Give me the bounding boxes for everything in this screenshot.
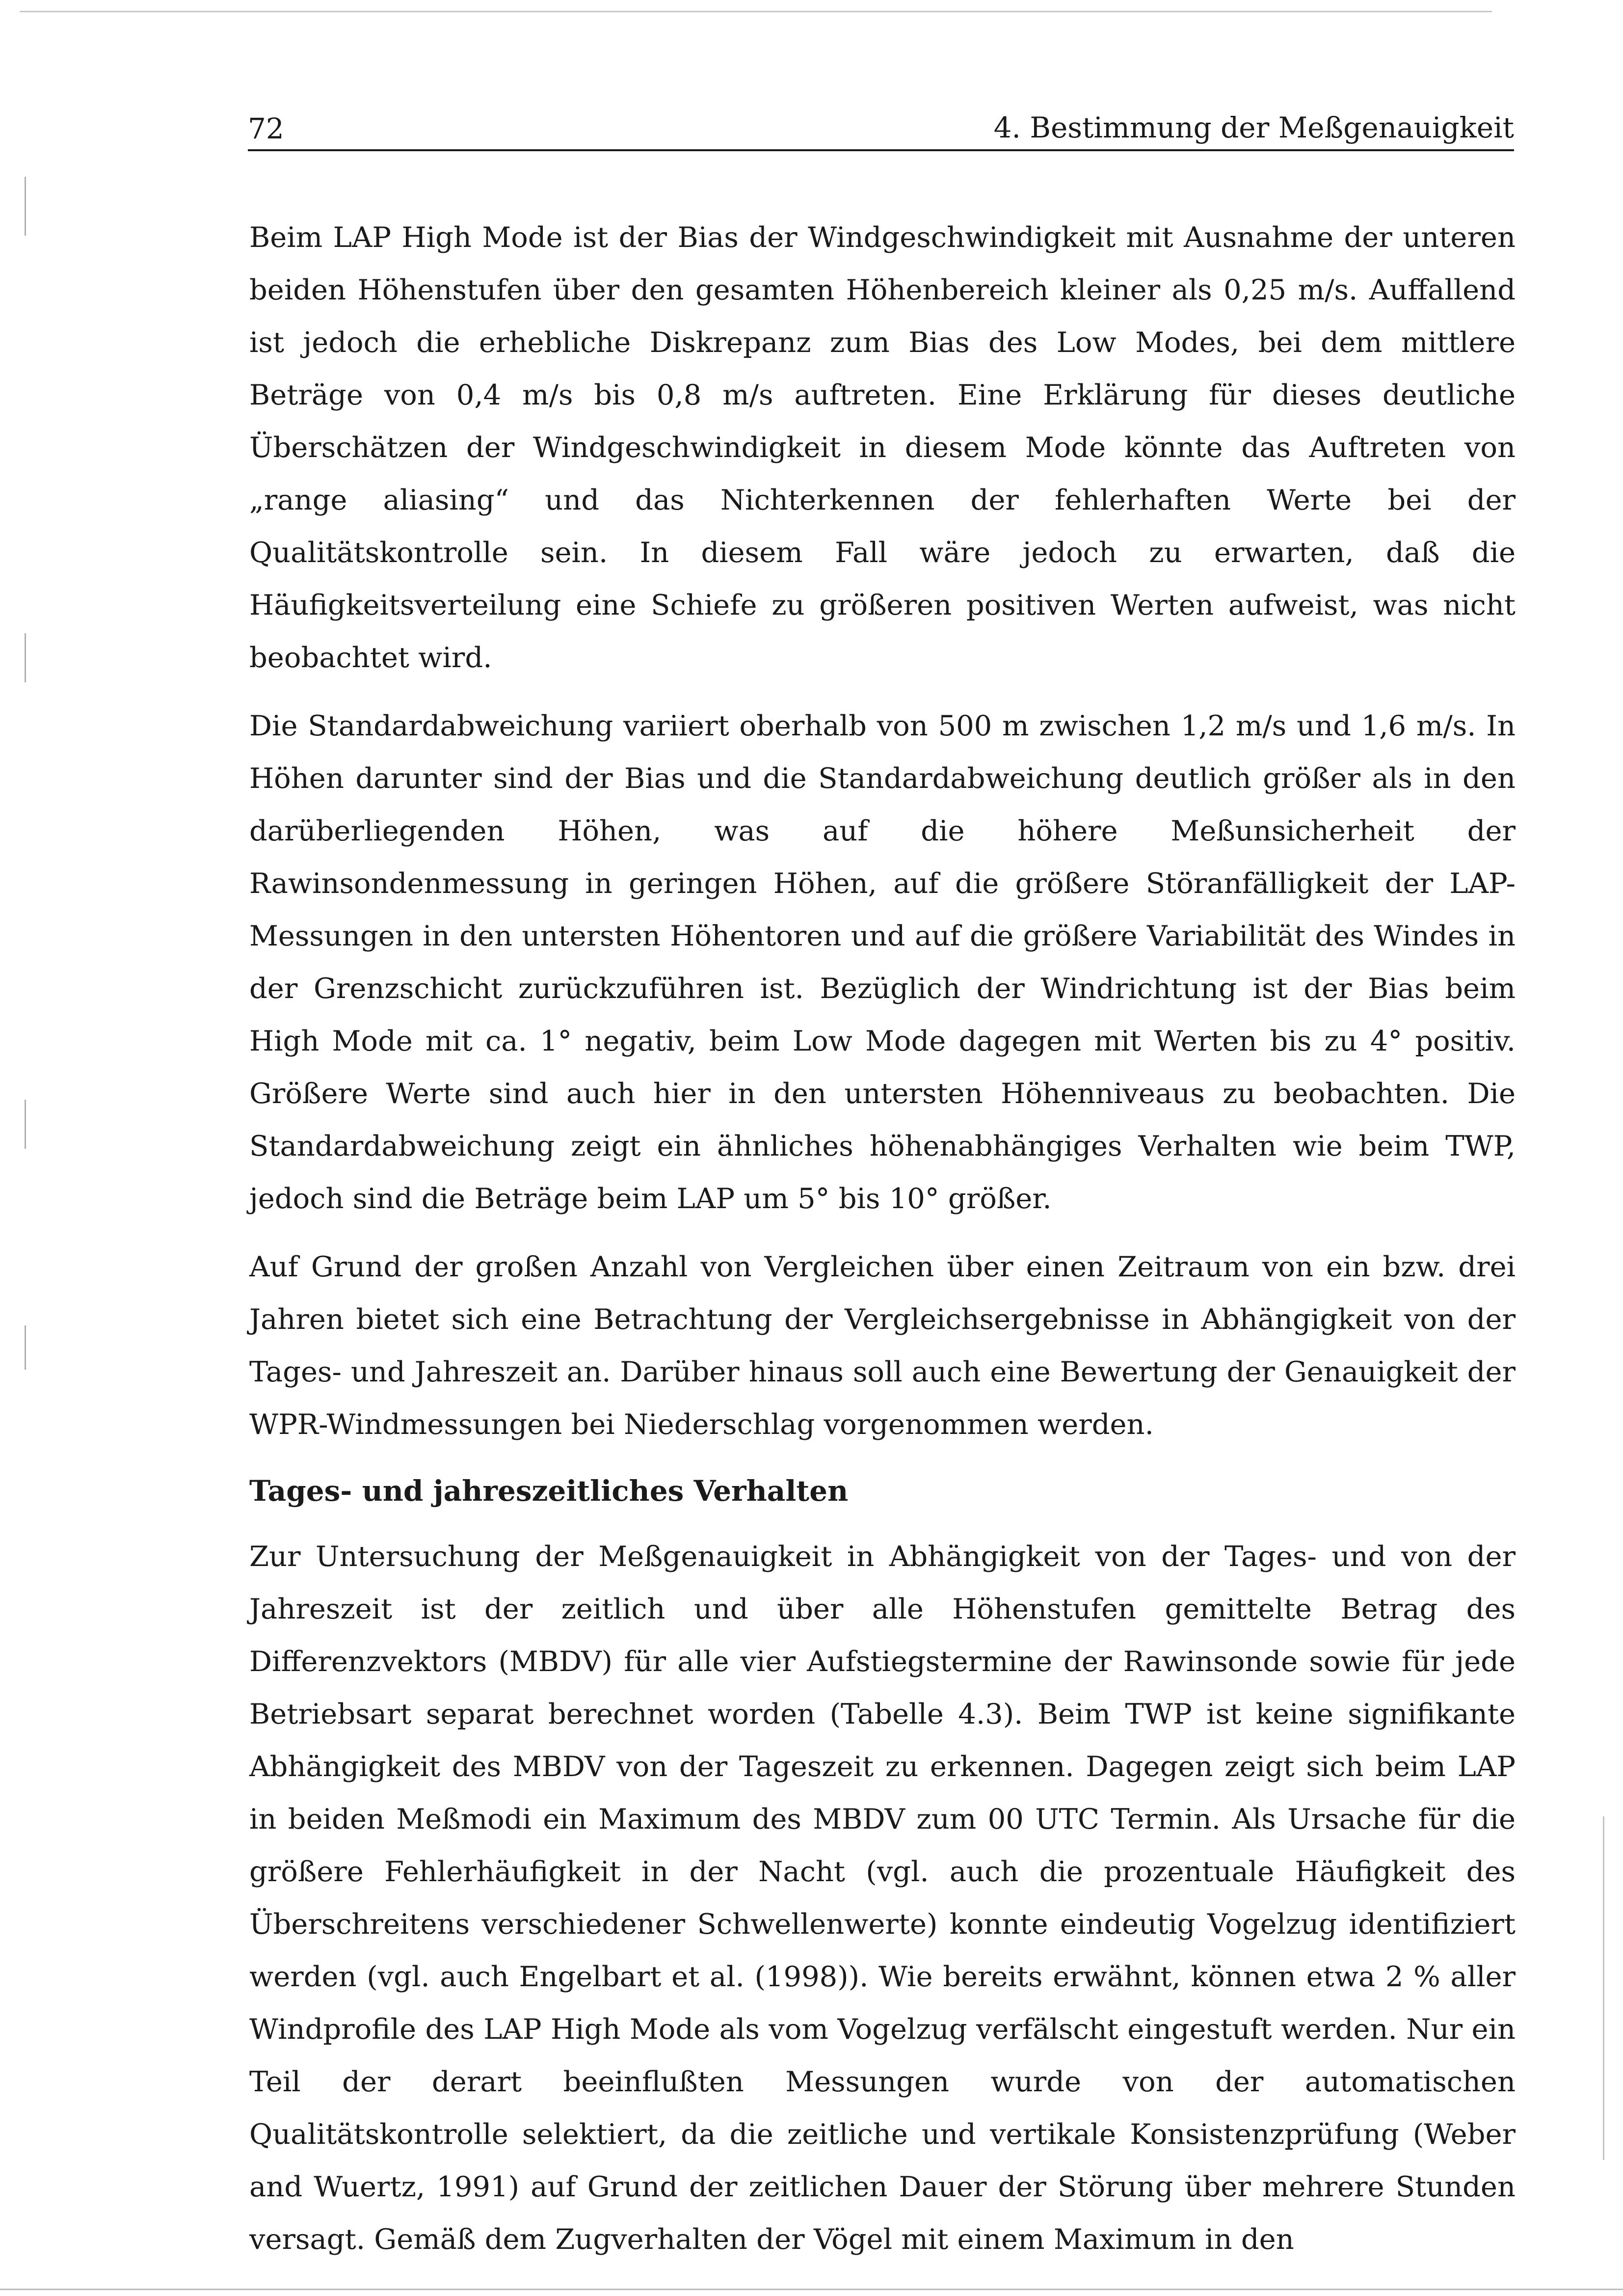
running-head: 4. Bestimmung der Meßgenauigkeit: [993, 111, 1514, 144]
scan-mark-left: [25, 633, 26, 682]
scan-edge-top: [20, 11, 1492, 12]
scan-mark-right: [1603, 1816, 1604, 2160]
scan-edge-bottom: [0, 2289, 1623, 2290]
paragraph: Zur Untersuchung der Meßgenauigkeit in Abhängigkeit von der Tages- und von der Jahreszeit ist der zeitlich und über alle Höhenstufen gemittelte Betrag des Differenzvektors (MBDV) für alle vier Aufstiegstermine der Rawinsonde sowie für jede Betriebsart separat berechnet worden (Tabelle 4.3). Beim TWP ist keine signifikante Abhängigkeit des MBDV von der Tageszeit zu erkennen. Dagegen zeigt sich beim LAP in beiden Meßmodi ein Maximum des MBDV zum 00 UTC Termin. Als Ursache für die größere Fehlerhäufigkeit in der Nacht (vgl. auch die prozentuale Häufigkeit des Überschreitens verschiedener Schwellenwerte) konnte eindeutig Vogelzug identifiziert werden (vgl. auch Engelbart et al. (1998)). Wie bereits erwähnt, können etwa 2 % aller Windprofile des LAP High Mode als vom Vogelzug verfälscht eingestuft werden. Nur ein Teil der derart beeinflußten Messungen wurde von der automatischen Qualitätskontrolle selektiert, da die zeitliche und vertikale Konsistenzprüfung (Weber and Wuertz, 1991) auf Grund der zeitlichen Dauer der Störung über mehrere Stunden versagt. Gemäß dem Zugverhalten der Vögel mit einem Maximum in den: [249, 1540, 1516, 2256]
page-number: 72: [248, 112, 284, 145]
scan-mark-left: [25, 1325, 26, 1370]
scan-mark-left: [25, 177, 26, 236]
scan-mark-left: [25, 1100, 26, 1149]
section-heading: Tages- und jahreszeitliches Verhalten: [249, 1474, 849, 1508]
body-text: [249, 211, 1516, 2281]
paragraph: Auf Grund der großen Anzahl von Vergleichen über einen Zeitraum von ein bzw. drei Jahren bietet sich eine Betrachtung der Vergleichsergebnisse in Abhängigkeit von der Tages- und Jahreszeit an. Darüber hinaus soll auch eine Bewertung der Genauigkeit der WPR-Windmessungen bei Niederschlag vorgenommen werden.: [249, 1250, 1516, 1441]
paragraph: Beim LAP High Mode ist der Bias der Windgeschwindigkeit mit Ausnahme der unteren beiden Höhenstufen über den gesamten Höhenbereich kleiner als 0,25 m/s. Auffallend ist jedoch die erhebliche Diskrepanz zum Bias des Low Modes, bei dem mittlere Beträge von 0,4 m/s bis 0,8 m/s auftreten. Eine Erklärung für dieses deutliche Überschätzen der Windgeschwindigkeit in diesem Mode könnte das Auftreten von „range aliasing“ und das Nichterkennen der fehlerhaften Werte bei der Qualitätskontrolle sein. In diesem Fall wäre jedoch zu erwarten, daß die Häufigkeitsverteilung eine Schiefe zu größeren positiven Werten aufweist, was nicht beobachtet wird.: [249, 221, 1516, 674]
page-header: [248, 109, 1514, 151]
paragraph: Die Standardabweichung variiert oberhalb von 500 m zwischen 1,2 m/s und 1,6 m/s. In Höhen darunter sind der Bias und die Standardabweichung deutlich größer als in den darüberliegenden Höhen, was auf die höhere Meßunsicherheit der Rawinsondenmessung in geringen Höhen, auf die größere Störanfälligkeit der LAP-Messungen in den untersten Höhentoren und auf die größere Variabilität des Windes in der Grenzschicht zurückzuführen ist. Bezüglich der Windrichtung ist der Bias beim High Mode mit ca. 1° negativ, beim Low Mode dagegen mit Werten bis zu 4° positiv. Größere Werte sind auch hier in den untersten Höhenniveaus zu beobachten. Die Standardabweichung zeigt ein ähnliches höhenabhängiges Verhalten wie beim TWP, jedoch sind die Beträge beim LAP um 5° bis 10° größer.: [249, 709, 1516, 1215]
